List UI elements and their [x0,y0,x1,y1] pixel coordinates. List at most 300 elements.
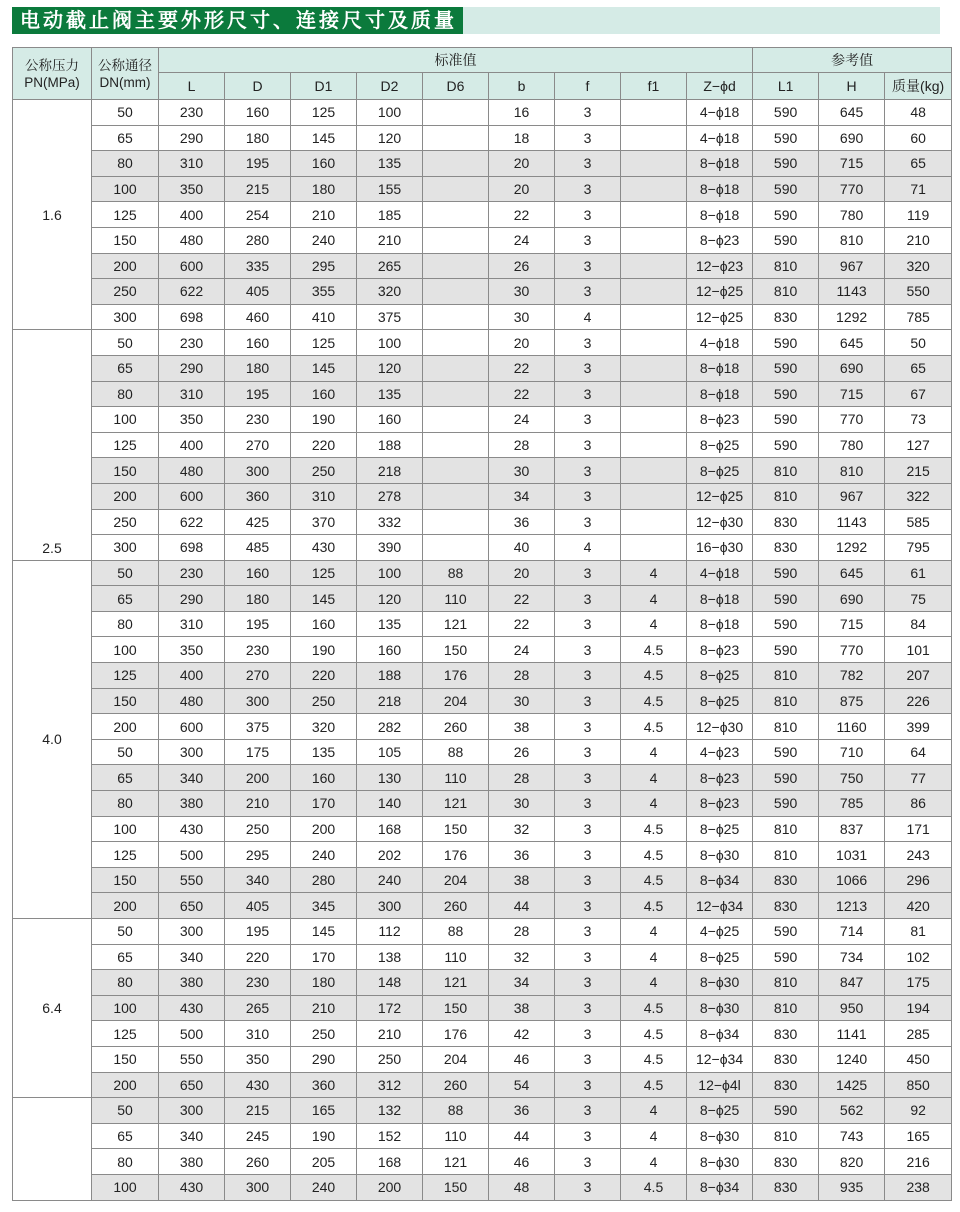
value-cell: 125 [291,330,357,356]
value-cell: 75 [885,586,952,612]
value-cell: 250 [291,1021,357,1047]
value-cell: 200 [357,1174,423,1200]
value-cell: 460 [225,304,291,330]
value-cell [423,227,489,253]
value-cell: 3 [555,919,621,945]
value-cell: 204 [423,688,489,714]
value-cell: 30 [489,279,555,305]
value-cell: 188 [357,663,423,689]
value-cell: 450 [885,1046,952,1072]
dn-cell: 100 [92,176,159,202]
value-cell: 780 [819,202,885,228]
value-cell: 3 [555,509,621,535]
value-cell [423,279,489,305]
value-cell: 20 [489,560,555,586]
value-cell: 230 [225,407,291,433]
value-cell: 121 [423,791,489,817]
value-cell: 590 [753,432,819,458]
value-cell: 590 [753,637,819,663]
dn-cell: 150 [92,227,159,253]
value-cell: 125 [291,560,357,586]
value-cell [423,176,489,202]
value-cell: 3 [555,842,621,868]
value-cell: 3 [555,151,621,177]
value-cell: 8−ϕ23 [687,791,753,817]
value-cell: 120 [357,125,423,151]
column-header: D1 [291,73,357,100]
value-cell: 4.5 [621,714,687,740]
value-cell: 4−ϕ18 [687,560,753,586]
table-row [13,227,952,253]
value-cell: 210 [291,202,357,228]
value-cell: 204 [423,867,489,893]
value-cell: 295 [291,253,357,279]
value-cell: 38 [489,995,555,1021]
value-cell: 240 [291,842,357,868]
value-cell: 92 [885,1098,952,1124]
table-row [13,739,952,765]
value-cell: 250 [225,816,291,842]
value-cell: 590 [753,407,819,433]
value-cell: 3 [555,944,621,970]
value-cell: 81 [885,919,952,945]
value-cell: 3 [555,125,621,151]
value-cell: 121 [423,970,489,996]
value-cell: 715 [819,381,885,407]
dn-cell: 80 [92,1149,159,1175]
value-cell: 810 [753,253,819,279]
value-cell: 715 [819,611,885,637]
dn-cell: 200 [92,1072,159,1098]
value-cell: 38 [489,867,555,893]
value-cell: 3 [555,432,621,458]
dn-cell: 65 [92,586,159,612]
value-cell: 600 [159,483,225,509]
value-cell: 360 [225,483,291,509]
value-cell: 220 [225,944,291,970]
value-cell: 20 [489,151,555,177]
value-cell: 121 [423,611,489,637]
table-row [13,151,952,177]
value-cell: 3 [555,867,621,893]
value-cell: 102 [885,944,952,970]
value-cell: 830 [753,867,819,893]
value-cell: 110 [423,1123,489,1149]
value-cell: 150 [423,637,489,663]
value-cell: 590 [753,202,819,228]
value-cell [621,355,687,381]
value-cell: 1143 [819,279,885,305]
value-cell: 4 [621,739,687,765]
value-cell: 590 [753,355,819,381]
value-cell: 48 [489,1174,555,1200]
value-cell: 4 [621,586,687,612]
value-cell: 830 [753,1046,819,1072]
dn-cell: 80 [92,611,159,637]
value-cell: 4 [621,611,687,637]
value-cell: 810 [753,995,819,1021]
value-cell: 3 [555,355,621,381]
value-cell [621,176,687,202]
value-cell: 750 [819,765,885,791]
value-cell: 160 [357,407,423,433]
table-row [13,867,952,893]
value-cell: 480 [159,688,225,714]
value-cell: 810 [819,458,885,484]
value-cell: 340 [225,867,291,893]
value-cell: 30 [489,791,555,817]
value-cell: 22 [489,381,555,407]
value-cell: 73 [885,407,952,433]
value-cell [423,202,489,228]
value-cell: 698 [159,304,225,330]
dn-cell: 50 [92,100,159,126]
value-cell: 830 [753,1174,819,1200]
dn-cell: 200 [92,483,159,509]
table-row [13,355,952,381]
value-cell: 125 [291,100,357,126]
value-cell: 590 [753,944,819,970]
value-cell: 340 [159,944,225,970]
value-cell: 135 [357,151,423,177]
table-row [13,919,952,945]
valve-dimension-table [12,47,952,1201]
value-cell [423,535,489,561]
value-cell [423,125,489,151]
value-cell [621,432,687,458]
dn-cell: 80 [92,970,159,996]
value-cell: 150 [423,995,489,1021]
value-cell: 350 [159,407,225,433]
value-cell: 282 [357,714,423,740]
header-dn-unit: DN(mm) [99,74,151,90]
value-cell: 215 [225,176,291,202]
value-cell: 290 [159,586,225,612]
value-cell: 195 [225,611,291,637]
value-cell: 830 [753,509,819,535]
value-cell: 180 [225,586,291,612]
dn-cell: 50 [92,919,159,945]
value-cell: 148 [357,970,423,996]
title-band [12,7,940,34]
value-cell: 140 [357,791,423,817]
value-cell: 240 [291,1174,357,1200]
value-cell: 127 [885,432,952,458]
value-cell: 218 [357,688,423,714]
dn-cell: 125 [92,432,159,458]
value-cell: 210 [357,1021,423,1047]
value-cell: 270 [225,432,291,458]
value-cell: 280 [225,227,291,253]
value-cell: 4.5 [621,1021,687,1047]
value-cell: 132 [357,1098,423,1124]
value-cell [423,304,489,330]
value-cell: 405 [225,279,291,305]
value-cell: 220 [291,663,357,689]
value-cell: 312 [357,1072,423,1098]
value-cell: 8−ϕ18 [687,586,753,612]
value-cell: 585 [885,509,952,535]
value-cell: 24 [489,227,555,253]
pressure-group-cell [13,1098,92,1200]
value-cell: 40 [489,535,555,561]
value-cell: 3 [555,176,621,202]
value-cell: 820 [819,1149,885,1175]
value-cell: 220 [291,432,357,458]
value-cell: 155 [357,176,423,202]
dn-cell: 150 [92,688,159,714]
value-cell: 176 [423,1021,489,1047]
value-cell: 4.5 [621,842,687,868]
value-cell: 785 [819,791,885,817]
dn-cell: 80 [92,381,159,407]
value-cell: 296 [885,867,952,893]
table-row [13,432,952,458]
value-cell: 28 [489,919,555,945]
value-cell: 780 [819,432,885,458]
value-cell: 380 [159,1149,225,1175]
value-cell: 425 [225,509,291,535]
value-cell: 105 [357,739,423,765]
value-cell: 160 [291,151,357,177]
value-cell: 180 [291,970,357,996]
value-cell [621,483,687,509]
value-cell: 622 [159,279,225,305]
value-cell: 22 [489,355,555,381]
value-cell: 300 [225,688,291,714]
value-cell: 34 [489,970,555,996]
value-cell: 350 [225,1046,291,1072]
value-cell: 8−ϕ25 [687,688,753,714]
value-cell [621,100,687,126]
table-row [13,1149,952,1175]
value-cell: 3 [555,202,621,228]
value-cell: 810 [753,816,819,842]
table-row [13,1021,952,1047]
value-cell: 430 [159,816,225,842]
value-cell: 8−ϕ23 [687,227,753,253]
dn-cell: 250 [92,509,159,535]
value-cell: 810 [753,970,819,996]
value-cell: 54 [489,1072,555,1098]
dn-cell: 100 [92,407,159,433]
value-cell: 3 [555,970,621,996]
value-cell: 300 [225,1174,291,1200]
value-cell: 3 [555,663,621,689]
value-cell: 8−ϕ25 [687,663,753,689]
value-cell: 61 [885,560,952,586]
value-cell: 8−ϕ25 [687,432,753,458]
dn-cell: 65 [92,944,159,970]
value-cell: 690 [819,125,885,151]
column-header: f [555,73,621,100]
value-cell: 8−ϕ23 [687,637,753,663]
value-cell: 8−ϕ25 [687,458,753,484]
value-cell: 875 [819,688,885,714]
value-cell: 138 [357,944,423,970]
value-cell: 4 [621,944,687,970]
value-cell: 4 [621,919,687,945]
value-cell: 22 [489,586,555,612]
value-cell: 8−ϕ18 [687,202,753,228]
value-cell: 112 [357,919,423,945]
value-cell: 194 [885,995,952,1021]
value-cell: 30 [489,304,555,330]
table-row [13,509,952,535]
column-header: H [819,73,885,100]
value-cell: 160 [357,637,423,663]
table-row [13,1174,952,1200]
value-cell: 8−ϕ34 [687,867,753,893]
value-cell: 46 [489,1046,555,1072]
value-cell: 4 [621,1149,687,1175]
column-header: Z−ϕd [687,73,753,100]
value-cell: 44 [489,893,555,919]
value-cell: 1143 [819,509,885,535]
table-row [13,253,952,279]
value-cell: 8−ϕ30 [687,1123,753,1149]
column-header: f1 [621,73,687,100]
value-cell: 22 [489,611,555,637]
value-cell: 16−ϕ30 [687,535,753,561]
value-cell [423,381,489,407]
value-cell: 210 [225,791,291,817]
value-cell: 4.5 [621,663,687,689]
value-cell: 265 [225,995,291,1021]
value-cell: 88 [423,1098,489,1124]
dn-cell: 150 [92,867,159,893]
dn-cell: 80 [92,151,159,177]
value-cell: 4 [621,791,687,817]
value-cell: 310 [159,151,225,177]
value-cell: 8−ϕ18 [687,381,753,407]
dn-cell: 65 [92,125,159,151]
table-row [13,535,952,561]
value-cell: 8−ϕ34 [687,1174,753,1200]
dn-cell: 200 [92,714,159,740]
dn-cell: 125 [92,1021,159,1047]
value-cell: 12−ϕ25 [687,304,753,330]
value-cell: 4.5 [621,893,687,919]
value-cell: 590 [753,919,819,945]
value-cell: 430 [225,1072,291,1098]
value-cell: 3 [555,765,621,791]
value-cell: 32 [489,816,555,842]
table-row [13,765,952,791]
value-cell [423,253,489,279]
table-row [13,1098,952,1124]
value-cell: 190 [291,637,357,663]
table-row [13,1123,952,1149]
value-cell: 12−ϕ34 [687,893,753,919]
table-row [13,100,952,126]
value-cell: 810 [753,279,819,305]
dn-cell: 150 [92,458,159,484]
value-cell: 4−ϕ18 [687,330,753,356]
table-row [13,944,952,970]
value-cell: 145 [291,919,357,945]
dn-cell: 200 [92,253,159,279]
value-cell: 810 [753,1123,819,1149]
table-row [13,893,952,919]
value-cell [621,253,687,279]
value-cell: 322 [885,483,952,509]
value-cell: 260 [423,714,489,740]
value-cell: 4.5 [621,637,687,663]
value-cell: 26 [489,253,555,279]
value-cell: 4 [621,1123,687,1149]
table-row [13,304,952,330]
value-cell [423,509,489,535]
value-cell: 215 [225,1098,291,1124]
value-cell: 190 [291,1123,357,1149]
value-cell: 12−ϕ30 [687,509,753,535]
dn-cell: 125 [92,842,159,868]
value-cell: 320 [885,253,952,279]
value-cell: 3 [555,688,621,714]
value-cell: 600 [159,253,225,279]
value-cell: 8−ϕ18 [687,176,753,202]
value-cell: 3 [555,791,621,817]
header-standard-group: 标准值 [159,48,753,73]
dn-cell: 50 [92,739,159,765]
value-cell: 4.5 [621,1046,687,1072]
value-cell: 810 [753,842,819,868]
value-cell [621,202,687,228]
value-cell: 121 [423,1149,489,1175]
value-cell: 28 [489,663,555,689]
value-cell: 245 [225,1123,291,1149]
value-cell: 375 [357,304,423,330]
value-cell: 645 [819,560,885,586]
value-cell: 110 [423,765,489,791]
value-cell: 168 [357,816,423,842]
value-cell: 100 [357,100,423,126]
value-cell: 65 [885,151,952,177]
value-cell: 250 [357,1046,423,1072]
value-cell: 550 [885,279,952,305]
value-cell: 3 [555,483,621,509]
dn-cell: 50 [92,330,159,356]
table-row [13,1072,952,1098]
column-header: D6 [423,73,489,100]
table-row [13,407,952,433]
value-cell: 8−ϕ23 [687,407,753,433]
dn-cell: 65 [92,765,159,791]
value-cell: 67 [885,381,952,407]
value-cell: 795 [885,535,952,561]
value-cell: 3 [555,586,621,612]
value-cell: 4 [621,1098,687,1124]
table-row [13,176,952,202]
value-cell: 1160 [819,714,885,740]
value-cell: 480 [159,458,225,484]
value-cell: 847 [819,970,885,996]
value-cell: 38 [489,714,555,740]
value-cell: 160 [291,611,357,637]
value-cell: 50 [885,330,952,356]
value-cell: 28 [489,432,555,458]
header-dn [92,48,159,100]
value-cell: 110 [423,944,489,970]
value-cell: 950 [819,995,885,1021]
value-cell [423,355,489,381]
column-header: L1 [753,73,819,100]
value-cell: 290 [291,1046,357,1072]
value-cell: 207 [885,663,952,689]
value-cell: 190 [291,407,357,433]
value-cell: 180 [225,355,291,381]
